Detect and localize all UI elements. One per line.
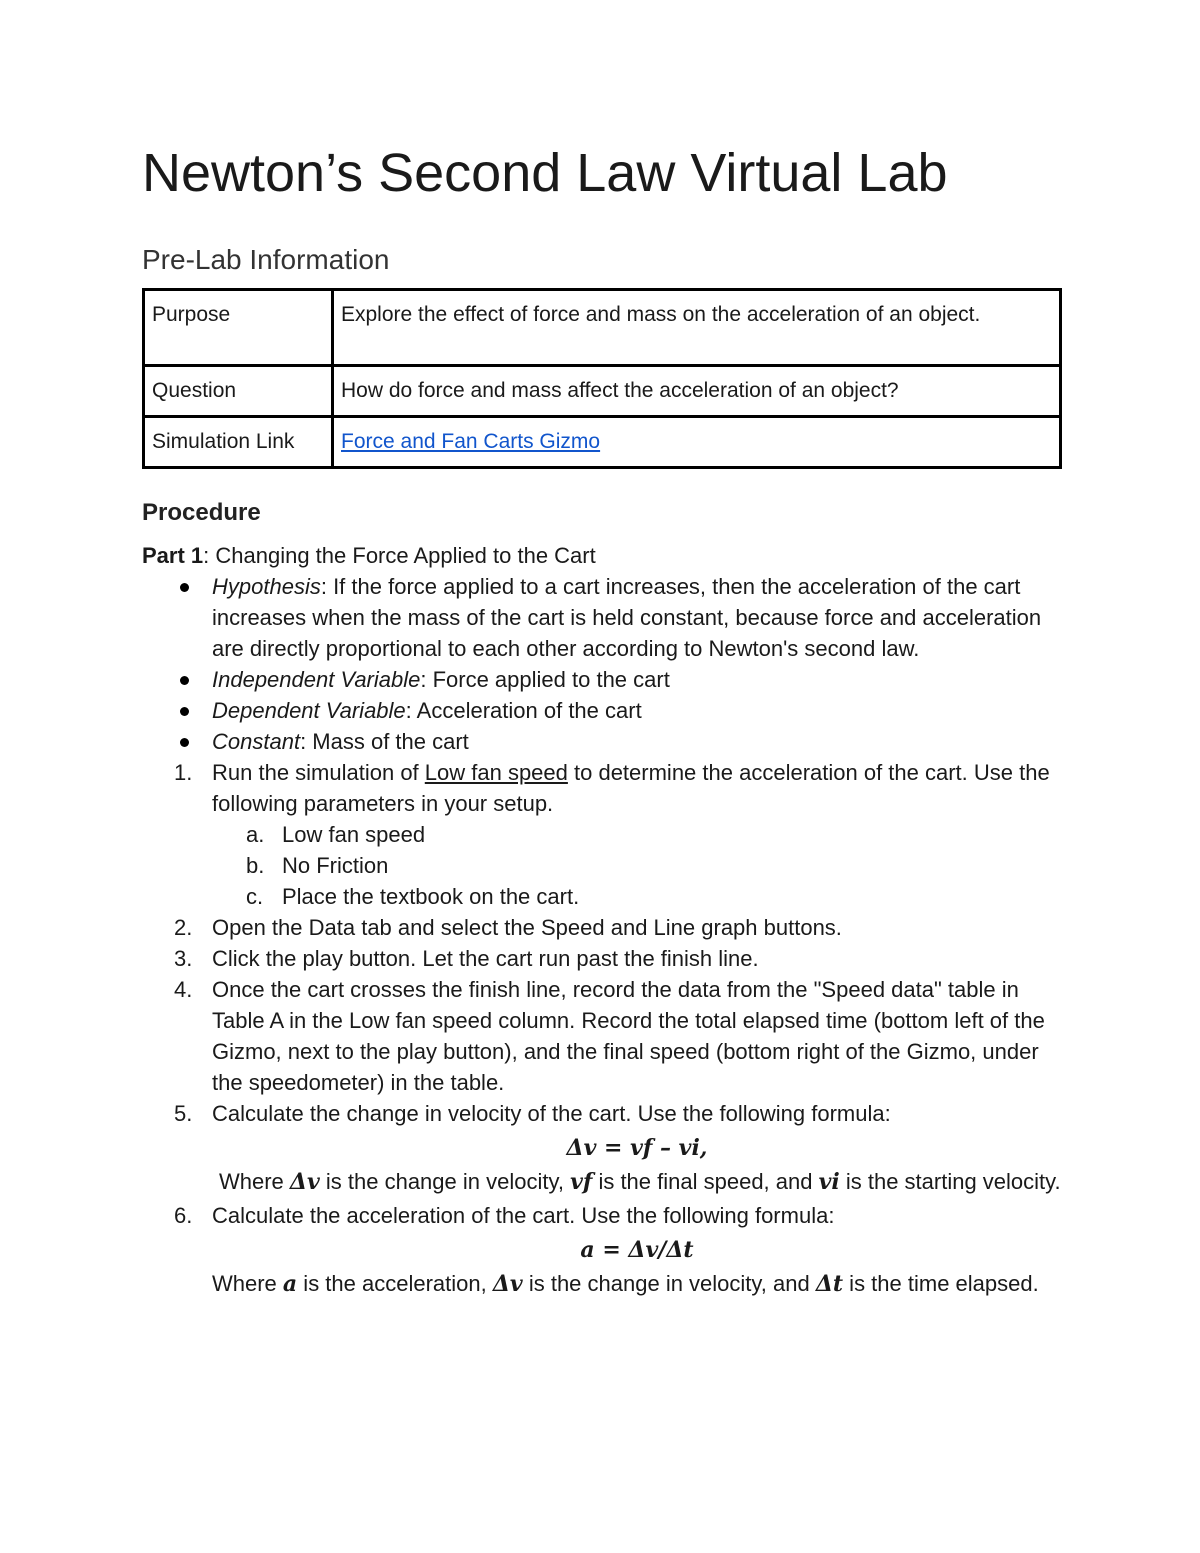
list-item <box>142 726 1062 757</box>
prelab-heading: Pre-Lab Information <box>142 244 390 275</box>
table-row <box>144 417 1061 468</box>
step-1 <box>142 757 1062 819</box>
step-text: Calculate the acceleration of the cart. Use the following formula: <box>212 1203 835 1228</box>
step-text: to determine the acceleration of the cart. Use the following parameters in your setup. <box>212 760 1050 816</box>
explanation-text: is the acceleration, <box>297 1271 493 1296</box>
step-text: Once the cart crosses the finish line, record the data from the "Speed data" table in Table A in the Low fan speed column. Record the total elapsed time (bottom left of the Gizmo, next to the play button), and the final speed (bottom right of the Gizmo, under the speedometer) in the table. <box>212 977 1045 1095</box>
explanation-text: is the starting velocity. <box>839 1169 1061 1194</box>
part1-heading <box>142 540 1062 571</box>
a-symbol: a <box>282 1271 298 1297</box>
sub-letter: a. <box>246 822 265 847</box>
list-item <box>142 664 1062 695</box>
question-value: How do force and mass affect the acceleration of an object? <box>333 366 1061 417</box>
acceleration-formula: a = Δv/Δt <box>580 1237 694 1263</box>
bullet-term: Dependent Variable <box>212 698 406 723</box>
explanation-text: Where <box>219 1169 290 1194</box>
sub-letter: c. <box>246 884 264 909</box>
table-row <box>144 366 1061 417</box>
bullet-term: Constant <box>212 729 301 754</box>
procedure-heading: Procedure <box>142 499 261 526</box>
step-number: 1. <box>174 760 193 785</box>
explanation-text: is the time elapsed. <box>843 1271 1039 1296</box>
step-number: 6. <box>174 1203 193 1228</box>
list-item <box>142 571 1062 664</box>
bullet-icon <box>180 707 189 716</box>
explanation-text: is the change in velocity, <box>319 1169 571 1194</box>
simulation-link[interactable]: Force and Fan Carts Gizmo <box>341 430 601 453</box>
question-label: Question <box>144 366 333 417</box>
explanation-text: Where <box>212 1271 283 1296</box>
vf-symbol: vf <box>570 1169 593 1195</box>
part1-label: Part 1 <box>142 543 204 568</box>
part1-title: : Changing the Force Applied to the Cart <box>203 543 596 568</box>
delta-v-symbol: Δv <box>289 1169 320 1195</box>
delta-t-symbol: Δt <box>815 1271 844 1297</box>
velocity-explanation <box>142 1166 1062 1198</box>
bullet-text: : Mass of the cart <box>300 729 469 754</box>
step-3 <box>142 943 1062 974</box>
step-6 <box>142 1200 1062 1231</box>
step-5 <box>142 1098 1062 1129</box>
sub-text: No Friction <box>282 853 389 878</box>
sub-text: Low fan speed <box>282 822 426 847</box>
bullet-term: Independent Variable <box>212 667 421 692</box>
bullet-text: : Acceleration of the cart <box>405 698 642 723</box>
step-text: Calculate the change in velocity of the cart. Use the following formula: <box>212 1101 891 1126</box>
bullet-icon <box>180 583 189 592</box>
sub-text: Place the textbook on the cart. <box>282 884 580 909</box>
prelab-table <box>142 288 1062 469</box>
simulation-link-cell <box>333 417 1061 468</box>
simulation-link-label: Simulation Link <box>144 417 333 468</box>
explanation-text: is the change in velocity, and <box>522 1271 816 1296</box>
step-text: Click the play button. Let the cart run past the finish line. <box>212 946 759 971</box>
step-4 <box>142 974 1062 1098</box>
velocity-formula: Δv = vf – vi, <box>566 1135 708 1161</box>
step-text: Open the Data tab and select the Speed and Line graph buttons. <box>212 915 842 940</box>
sub-item <box>142 819 1062 850</box>
step-2 <box>142 912 1062 943</box>
bullet-text: : If the force applied to a cart increases, then the acceleration of the cart increases when the mass of the cart is held constant, because force and acceleration are directly proportional to each other according to Newton's second law. <box>212 574 1042 661</box>
acceleration-explanation <box>142 1268 1062 1300</box>
delta-v-symbol: Δv <box>492 1271 523 1297</box>
vi-symbol: vi <box>818 1169 840 1195</box>
low-fan-speed-link[interactable]: Low fan speed <box>424 760 568 785</box>
bullet-icon <box>180 676 189 685</box>
explanation-text: is the final speed, and <box>592 1169 819 1194</box>
bullet-text: : Force applied to the cart <box>420 667 670 692</box>
sub-item <box>142 881 1062 912</box>
purpose-label: Purpose <box>144 290 333 366</box>
table-row <box>144 290 1061 366</box>
step-number: 4. <box>174 977 193 1002</box>
step-number: 2. <box>174 915 193 940</box>
step-text: Run the simulation of <box>212 760 425 785</box>
sub-item <box>142 850 1062 881</box>
step-number: 5. <box>174 1101 193 1126</box>
document-title: Newton’s Second Law Virtual Lab <box>142 143 948 203</box>
bullet-icon <box>180 738 189 747</box>
list-item <box>142 695 1062 726</box>
sub-letter: b. <box>246 853 265 878</box>
purpose-value: Explore the effect of force and mass on the acceleration of an object. <box>333 290 1061 366</box>
step-number: 3. <box>174 946 193 971</box>
procedure-body <box>142 540 1062 1300</box>
bullet-term: Hypothesis <box>212 574 321 599</box>
